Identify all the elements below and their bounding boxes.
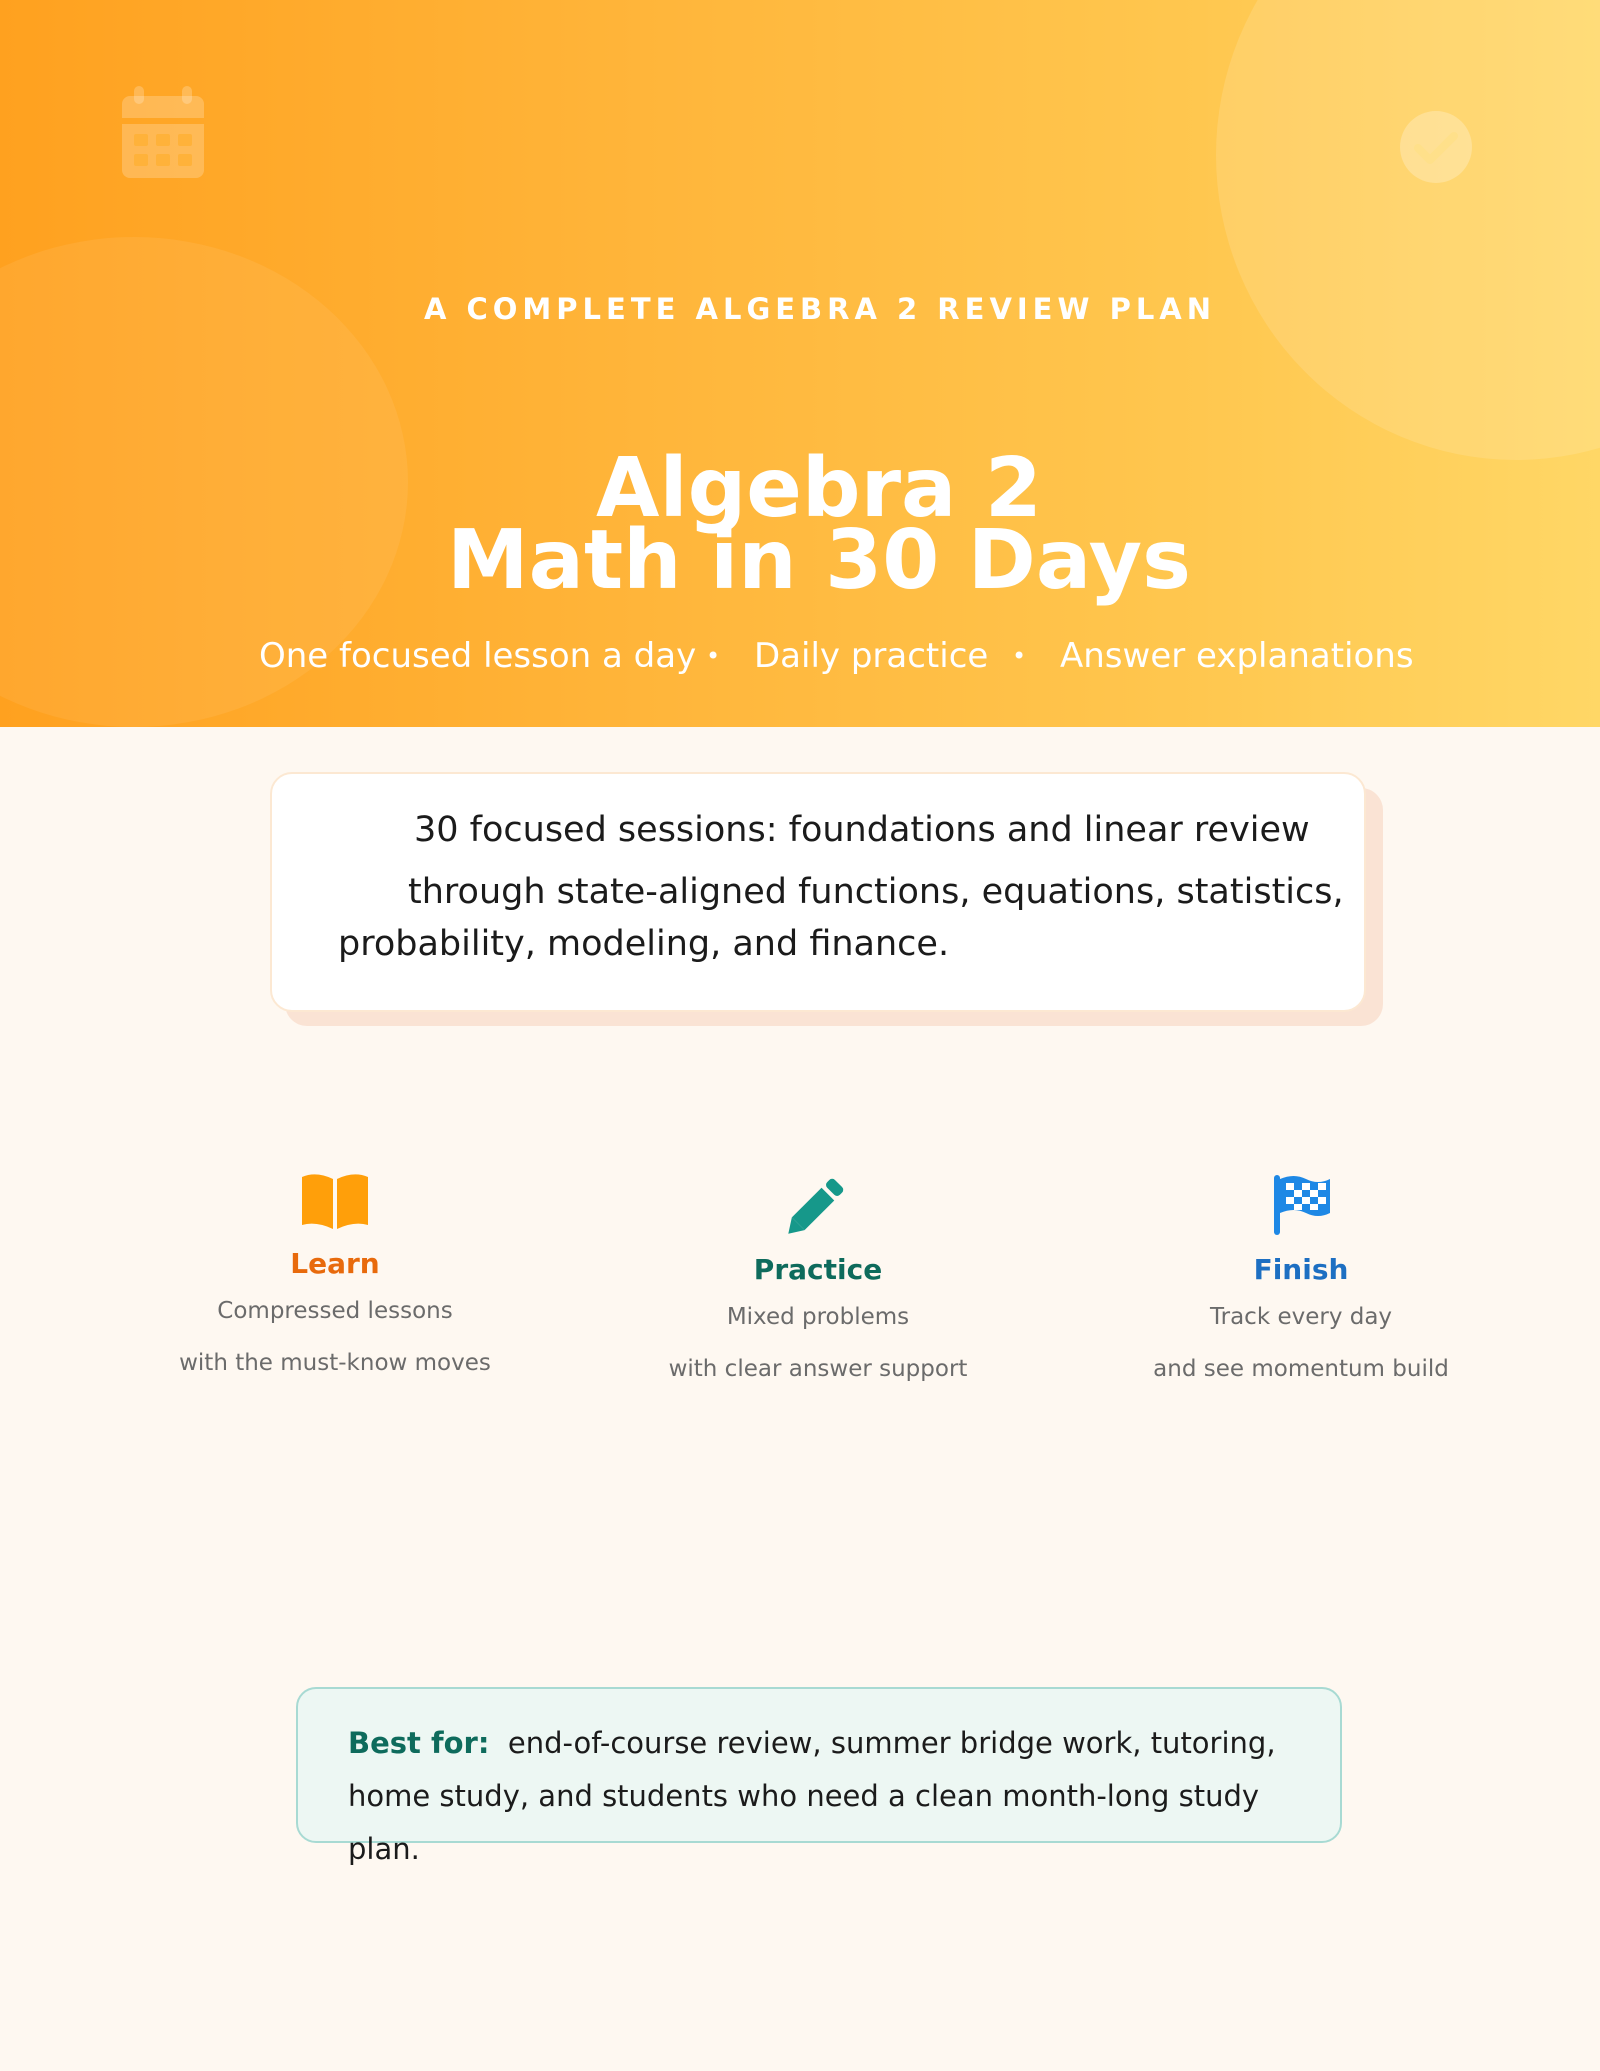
page-title-line-1: Algebra 2 (596, 441, 1042, 536)
intro-card (270, 772, 1366, 1012)
feature-separator: • (1012, 642, 1027, 670)
decorative-circle (1216, 0, 1600, 460)
step-title: Learn (290, 1247, 380, 1280)
feature-item: Daily practice (754, 636, 989, 676)
intro-line: 30 focused sessions: foundations and linear review (414, 810, 1310, 850)
hero-banner (0, 0, 1600, 727)
step-description: with clear answer support (668, 1356, 968, 1382)
step-title: Finish (1253, 1253, 1349, 1286)
step-finish (1081, 1173, 1521, 1382)
step-title: Practice (753, 1253, 883, 1286)
step-description: and see momentum build (1153, 1356, 1449, 1382)
best-for-label: Best for: (348, 1726, 490, 1760)
best-for-text: end-of-course review, summer bridge work, tutoring, home study, and students who need a clean month-long study plan. (348, 1726, 1276, 1866)
feature-list (0, 636, 1600, 686)
step-learn (115, 1173, 555, 1376)
checkered-flag-icon (1270, 1173, 1332, 1235)
pencil-icon (786, 1173, 850, 1235)
step-description: Track every day (1209, 1304, 1393, 1330)
feature-item: Answer explanations (1060, 636, 1414, 676)
intro-line: through state-aligned functions, equations, statistics, (408, 872, 1344, 912)
step-practice (598, 1173, 1038, 1382)
intro-line: probability, modeling, and finance. (338, 924, 950, 964)
feature-item: One focused lesson a day (259, 636, 697, 676)
check-circle-icon (1399, 110, 1473, 184)
feature-separator: • (706, 642, 721, 670)
page-title-line-2: Math in 30 Days (447, 513, 1191, 608)
step-description: Compressed lessons (217, 1298, 453, 1324)
book-icon (300, 1173, 370, 1229)
best-for-box (296, 1687, 1342, 1866)
step-description: with the must-know moves (179, 1350, 491, 1376)
eyebrow-text: A COMPLETE ALGEBRA 2 REVIEW PLAN (423, 292, 1217, 326)
calendar-icon (122, 86, 204, 178)
step-description: Mixed problems (726, 1304, 910, 1330)
